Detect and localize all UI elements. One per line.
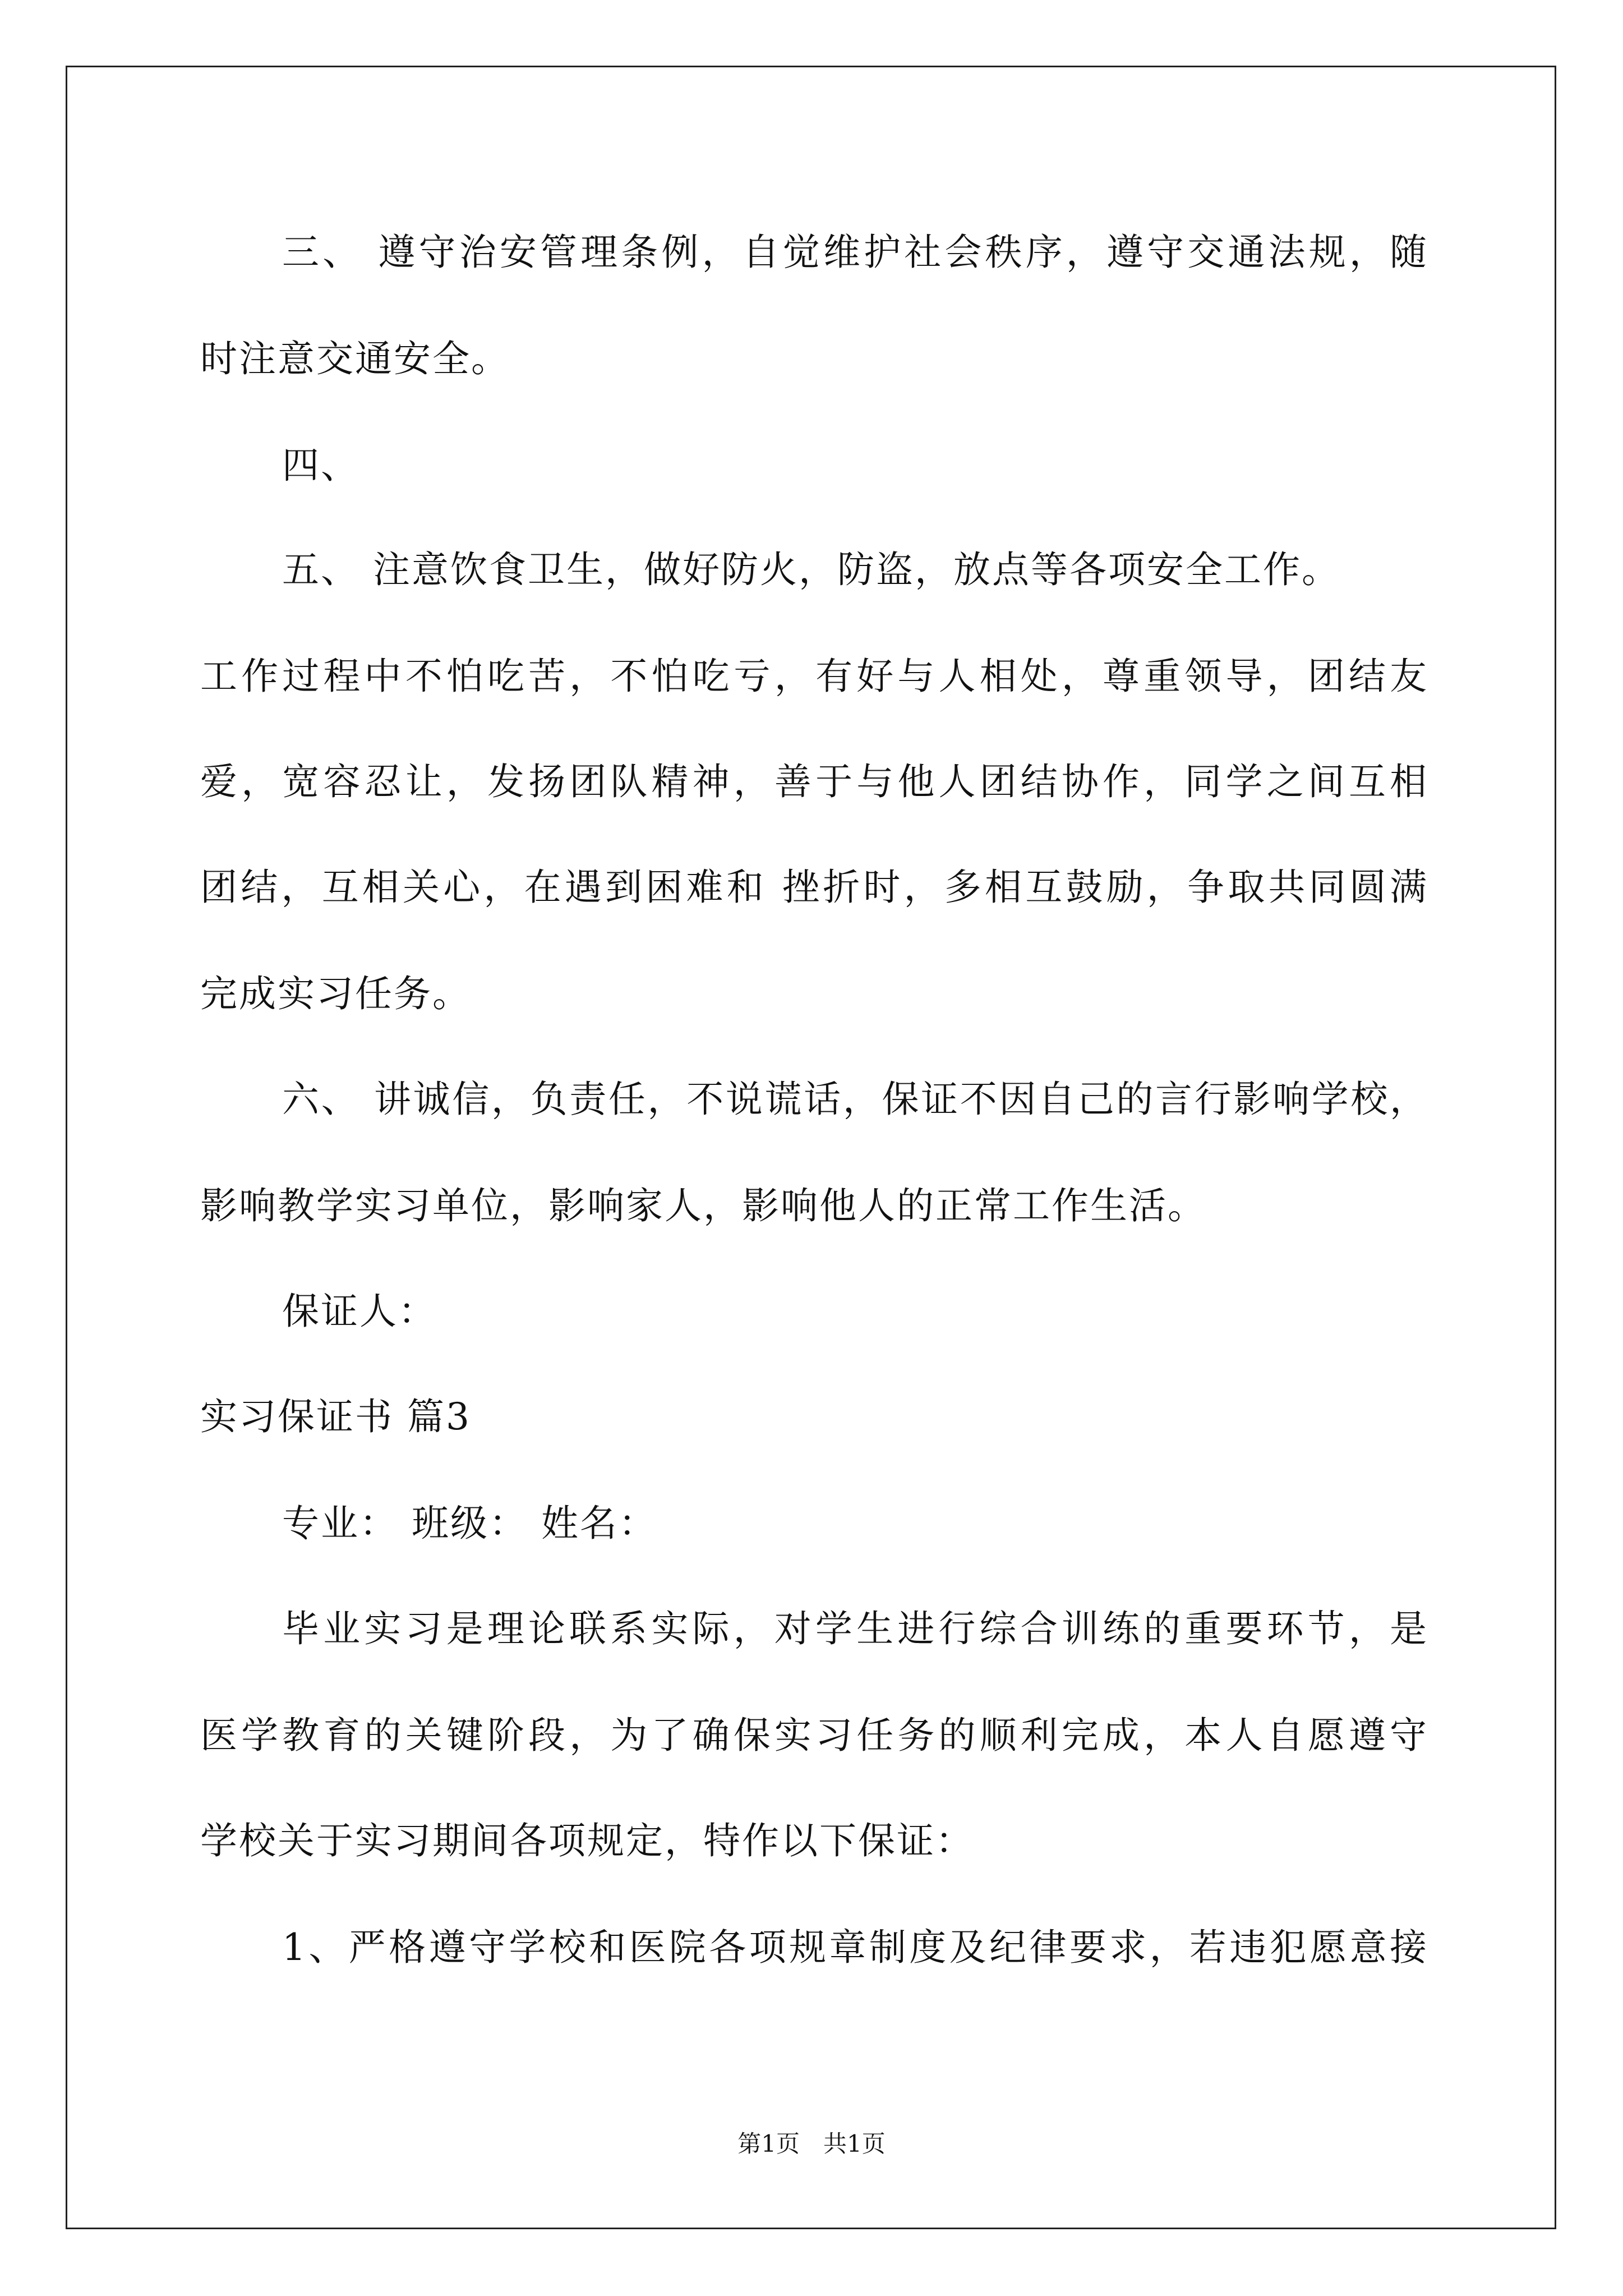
page-footer: 第1页 共1页 xyxy=(737,2130,886,2157)
paragraph-3-line-2: 时注意交通安全。 xyxy=(200,337,510,380)
paragraph-5-line-4: 团结，互相关心，在遇到困难和 挫折时，多相互鼓励，争取共同圆满 xyxy=(200,866,1428,909)
intro-line-1: 毕业实习是理论联系实际，对学生进行综合训练的重要环节，是 xyxy=(282,1607,1428,1650)
page-border xyxy=(66,66,1556,2229)
paragraph-6-line-1: 六、 讲诚信，负责任，不说谎话，保证不因自己的言行影响学校， xyxy=(282,1078,1428,1121)
paragraph-6-line-2: 影响教学实习单位，影响家人，影响他人的正常工作生活。 xyxy=(200,1184,1206,1227)
rule-1-line-1: 1、严格遵守学校和医院各项规章制度及纪律要求，若违犯愿意接 xyxy=(282,1926,1428,1969)
paragraph-5-line-5: 完成实习任务。 xyxy=(200,972,471,1015)
intro-line-2: 医学教育的关键阶段，为了确保实习任务的顺利完成，本人自愿遵守 xyxy=(200,1714,1428,1757)
paragraph-5-line-2: 工作过程中不怕吃苦，不怕吃亏，有好与人相处，尊重领导，团结友 xyxy=(200,655,1428,698)
student-info-line: 专业： 班级： 姓名： xyxy=(282,1502,657,1545)
paragraph-4: 四、 xyxy=(282,444,359,487)
paragraph-5-line-1: 五、 注意饮食卫生，做好防火，防盗，放点等各项安全工作。 xyxy=(282,548,1340,591)
guarantor-label: 保证人： xyxy=(282,1290,437,1333)
section-heading: 实习保证书 篇3 xyxy=(200,1395,471,1438)
paragraph-5-line-3: 爱，宽容忍让，发扬团队精神，善于与他人团结协作，同学之间互相 xyxy=(200,760,1428,803)
intro-line-3: 学校关于实习期间各项规定，特作以下保证： xyxy=(200,1819,974,1862)
paragraph-3-line-1: 三、 遵守治安管理条例，自觉维护社会秩序，遵守交通法规，随 xyxy=(282,231,1428,274)
